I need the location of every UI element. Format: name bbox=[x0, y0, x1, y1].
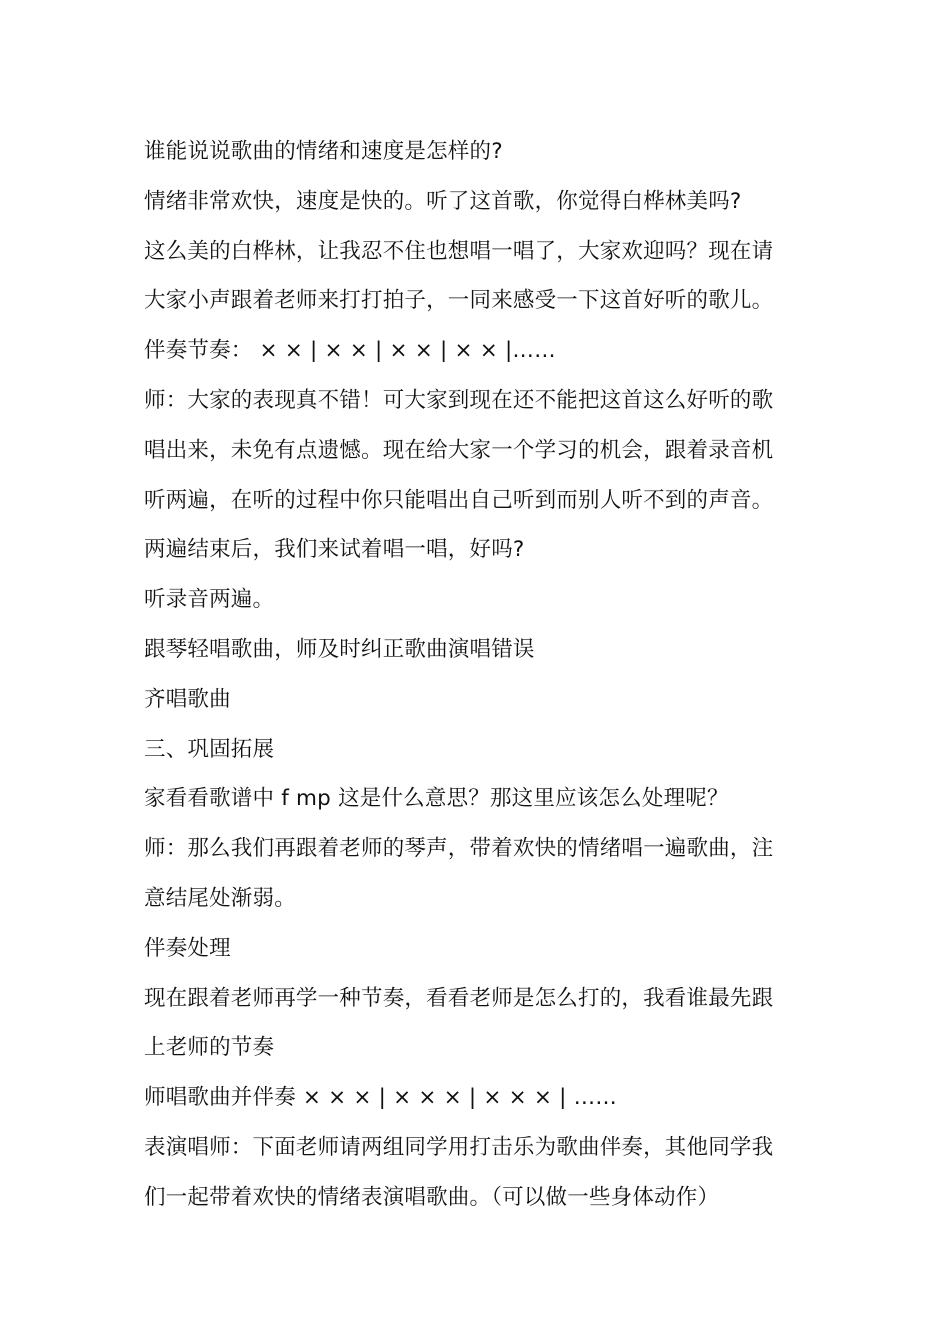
text-line: 齐唱歌曲 bbox=[144, 686, 231, 712]
rhythm-line: 伴奏节奏： × × | × × | × × | × × |…… bbox=[144, 338, 556, 364]
text-line: 两遍结束后，我们来试着唱一唱，好吗? bbox=[144, 537, 525, 563]
text-line: 谁能说说歌曲的情绪和速度是怎样的? bbox=[144, 139, 503, 164]
text-line: 这么美的白桦林，让我忍不住也想唱一唱了，大家欢迎吗？现在请 bbox=[144, 238, 774, 264]
text-line: 们一起带着欢快的情绪表演唱歌曲。（可以做一些身体动作） bbox=[144, 1184, 720, 1210]
text-line: 现在跟着老师再学一种节奏，看看老师是怎么打的，我看谁最先跟 bbox=[144, 985, 774, 1011]
text-line: 听录音两遍。 bbox=[144, 587, 275, 613]
text-line: 跟琴轻唱歌曲，师及时纠正歌曲演唱错误 bbox=[144, 636, 535, 662]
text-line: 上老师的节奏 bbox=[144, 1035, 275, 1061]
text-line: 听两遍，在听的过程中你只能唱出自己听到而别人听不到的声音。 bbox=[144, 487, 774, 513]
text-line: 唱出来，未免有点遗憾。现在给大家一个学习的机会，跟着录音机 bbox=[144, 437, 774, 463]
text-line: 家看看歌谱中 f mp 这是什么意思？那这里应该怎么处理呢？ bbox=[144, 786, 729, 812]
text-line: 情绪非常欢快，速度是快的。听了这首歌，你觉得白桦林美吗? bbox=[144, 188, 742, 214]
text-line: 师：那么我们再跟着老师的琴声，带着欢快的情绪唱一遍歌曲，注 bbox=[144, 836, 774, 862]
text-line: 表演唱师：下面老师请两组同学用打击乐为歌曲伴奏，其他同学我 bbox=[144, 1134, 774, 1160]
rhythm-line: 师唱歌曲并伴奏 × × × | × × × | × × × | …… bbox=[144, 1085, 618, 1111]
text-line: 大家小声跟着老师来打打拍子，一同来感受一下这首好听的歌儿。 bbox=[144, 288, 774, 314]
text-line: 伴奏处理 bbox=[144, 935, 231, 961]
text-line: 意结尾处渐弱。 bbox=[144, 885, 296, 911]
section-heading: 三、巩固拓展 bbox=[144, 736, 275, 762]
text-line: 师：大家的表现真不错！可大家到现在还不能把这首这么好听的歌 bbox=[144, 387, 774, 413]
document-body bbox=[144, 127, 804, 1223]
